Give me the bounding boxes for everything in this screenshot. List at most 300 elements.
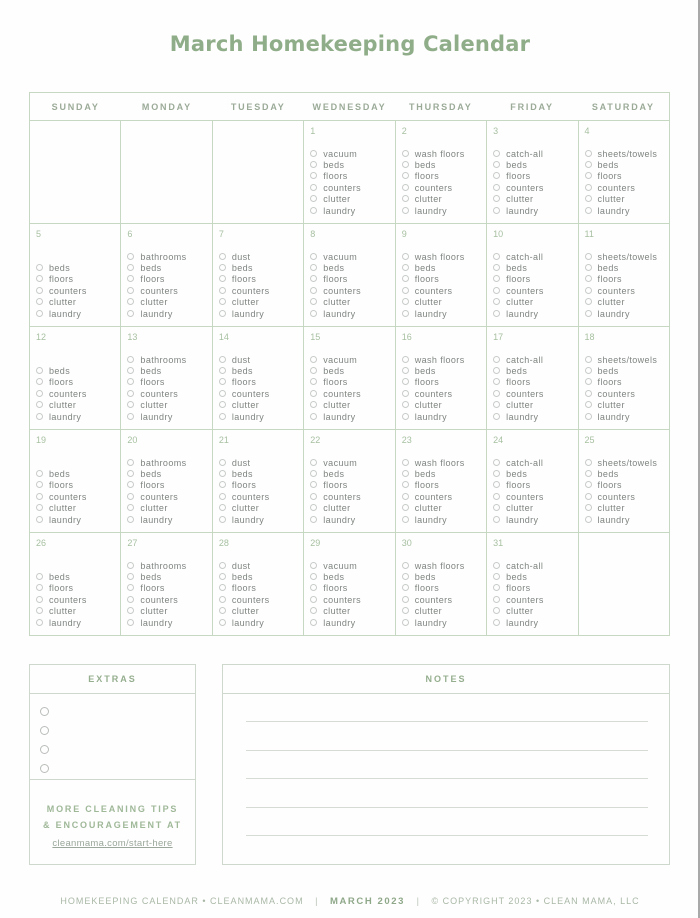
- checkbox-circle-icon[interactable]: [493, 493, 500, 500]
- task-item[interactable]: [493, 274, 544, 285]
- checkbox-circle-icon[interactable]: [219, 504, 226, 511]
- task-item[interactable]: [402, 583, 465, 594]
- checkbox-circle-icon[interactable]: [402, 516, 409, 523]
- task-item[interactable]: [36, 618, 87, 629]
- task-item[interactable]: [310, 606, 361, 617]
- checkbox-circle-icon[interactable]: [310, 481, 317, 488]
- task-item[interactable]: [127, 389, 186, 400]
- checkbox-circle-icon[interactable]: [585, 413, 592, 420]
- task-item[interactable]: [493, 160, 544, 171]
- checkbox-circle-icon[interactable]: [493, 607, 500, 614]
- task-item[interactable]: [36, 400, 87, 411]
- checkbox-circle-icon[interactable]: [127, 584, 134, 591]
- task-item[interactable]: [585, 400, 658, 411]
- task-item[interactable]: [36, 515, 87, 526]
- task-item[interactable]: [36, 469, 87, 480]
- task-item[interactable]: [219, 309, 270, 320]
- checkbox-circle-icon[interactable]: [219, 470, 226, 477]
- task-item[interactable]: [36, 503, 87, 514]
- checkbox-circle-icon[interactable]: [493, 195, 500, 202]
- checkbox-circle-icon[interactable]: [40, 764, 49, 773]
- checkbox-circle-icon[interactable]: [310, 573, 317, 580]
- task-item[interactable]: [585, 160, 658, 171]
- notes-line[interactable]: [246, 721, 648, 722]
- task-item[interactable]: [585, 515, 658, 526]
- task-item[interactable]: [127, 377, 186, 388]
- checkbox-circle-icon[interactable]: [585, 253, 592, 260]
- checkbox-circle-icon[interactable]: [585, 287, 592, 294]
- task-item[interactable]: [493, 366, 544, 377]
- checkbox-circle-icon[interactable]: [402, 310, 409, 317]
- task-item[interactable]: [36, 263, 87, 274]
- task-item[interactable]: [127, 309, 186, 320]
- task-item[interactable]: [127, 366, 186, 377]
- checkbox-circle-icon[interactable]: [36, 504, 43, 511]
- task-item[interactable]: [310, 149, 361, 160]
- task-item[interactable]: [402, 469, 465, 480]
- task-item[interactable]: [310, 274, 361, 285]
- task-item[interactable]: [310, 309, 361, 320]
- task-item[interactable]: [310, 377, 361, 388]
- task-item[interactable]: [493, 183, 544, 194]
- task-item[interactable]: [219, 286, 270, 297]
- checkbox-circle-icon[interactable]: [493, 504, 500, 511]
- checkbox-circle-icon[interactable]: [219, 481, 226, 488]
- checkbox-circle-icon[interactable]: [310, 413, 317, 420]
- task-item[interactable]: [310, 480, 361, 491]
- task-item[interactable]: [585, 252, 658, 263]
- checkbox-circle-icon[interactable]: [219, 493, 226, 500]
- checkbox-circle-icon[interactable]: [585, 356, 592, 363]
- task-item[interactable]: [402, 309, 465, 320]
- task-item[interactable]: [127, 274, 186, 285]
- task-item[interactable]: [402, 366, 465, 377]
- task-item[interactable]: [402, 194, 465, 205]
- checkbox-circle-icon[interactable]: [310, 275, 317, 282]
- checkbox-circle-icon[interactable]: [493, 470, 500, 477]
- task-item[interactable]: [310, 389, 361, 400]
- task-item[interactable]: [310, 458, 361, 469]
- task-item[interactable]: [310, 286, 361, 297]
- task-item[interactable]: [127, 480, 186, 491]
- task-item[interactable]: [127, 400, 186, 411]
- checkbox-circle-icon[interactable]: [310, 195, 317, 202]
- checkbox-circle-icon[interactable]: [310, 253, 317, 260]
- task-item[interactable]: [310, 366, 361, 377]
- checkbox-circle-icon[interactable]: [493, 207, 500, 214]
- task-item[interactable]: [493, 583, 544, 594]
- checkbox-circle-icon[interactable]: [36, 275, 43, 282]
- checkbox-circle-icon[interactable]: [493, 367, 500, 374]
- checkbox-circle-icon[interactable]: [127, 390, 134, 397]
- task-item[interactable]: [585, 274, 658, 285]
- task-item[interactable]: [127, 252, 186, 263]
- task-item[interactable]: [493, 389, 544, 400]
- checkbox-circle-icon[interactable]: [40, 726, 49, 735]
- task-item[interactable]: [493, 515, 544, 526]
- task-item[interactable]: [402, 400, 465, 411]
- checkbox-circle-icon[interactable]: [585, 150, 592, 157]
- task-item[interactable]: [219, 263, 270, 274]
- checkbox-circle-icon[interactable]: [402, 459, 409, 466]
- checkbox-circle-icon[interactable]: [219, 367, 226, 374]
- task-item[interactable]: [310, 595, 361, 606]
- checkbox-circle-icon[interactable]: [310, 607, 317, 614]
- task-item[interactable]: [310, 618, 361, 629]
- task-item[interactable]: [127, 572, 186, 583]
- task-item[interactable]: [36, 583, 87, 594]
- task-item[interactable]: [402, 377, 465, 388]
- checkbox-circle-icon[interactable]: [402, 607, 409, 614]
- checkbox-circle-icon[interactable]: [493, 390, 500, 397]
- checkbox-circle-icon[interactable]: [127, 573, 134, 580]
- task-item[interactable]: [402, 206, 465, 217]
- checkbox-circle-icon[interactable]: [36, 310, 43, 317]
- task-item[interactable]: [310, 561, 361, 572]
- task-item[interactable]: [493, 206, 544, 217]
- checkbox-circle-icon[interactable]: [40, 745, 49, 754]
- checkbox-circle-icon[interactable]: [36, 287, 43, 294]
- checkbox-circle-icon[interactable]: [493, 401, 500, 408]
- checkbox-circle-icon[interactable]: [310, 264, 317, 271]
- checkbox-circle-icon[interactable]: [402, 172, 409, 179]
- task-item[interactable]: [219, 480, 270, 491]
- checkbox-circle-icon[interactable]: [36, 367, 43, 374]
- checkbox-circle-icon[interactable]: [310, 401, 317, 408]
- task-item[interactable]: [585, 194, 658, 205]
- task-item[interactable]: [219, 458, 270, 469]
- checkbox-circle-icon[interactable]: [127, 459, 134, 466]
- extras-item[interactable]: [40, 760, 195, 779]
- task-item[interactable]: [402, 606, 465, 617]
- task-item[interactable]: [402, 492, 465, 503]
- checkbox-circle-icon[interactable]: [585, 172, 592, 179]
- checkbox-circle-icon[interactable]: [127, 310, 134, 317]
- task-item[interactable]: [310, 355, 361, 366]
- task-item[interactable]: [310, 469, 361, 480]
- task-item[interactable]: [402, 286, 465, 297]
- checkbox-circle-icon[interactable]: [310, 150, 317, 157]
- checkbox-circle-icon[interactable]: [402, 562, 409, 569]
- task-item[interactable]: [493, 503, 544, 514]
- task-item[interactable]: [219, 561, 270, 572]
- checkbox-circle-icon[interactable]: [127, 516, 134, 523]
- checkbox-circle-icon[interactable]: [585, 298, 592, 305]
- checkbox-circle-icon[interactable]: [219, 413, 226, 420]
- checkbox-circle-icon[interactable]: [585, 401, 592, 408]
- task-item[interactable]: [219, 606, 270, 617]
- task-item[interactable]: [310, 400, 361, 411]
- checkbox-circle-icon[interactable]: [127, 470, 134, 477]
- task-item[interactable]: [585, 377, 658, 388]
- task-item[interactable]: [310, 194, 361, 205]
- checkbox-circle-icon[interactable]: [402, 493, 409, 500]
- task-item[interactable]: [310, 206, 361, 217]
- task-item[interactable]: [310, 572, 361, 583]
- checkbox-circle-icon[interactable]: [493, 413, 500, 420]
- checkbox-circle-icon[interactable]: [127, 607, 134, 614]
- checkbox-circle-icon[interactable]: [127, 253, 134, 260]
- task-item[interactable]: [585, 183, 658, 194]
- task-item[interactable]: [219, 252, 270, 263]
- checkbox-circle-icon[interactable]: [310, 493, 317, 500]
- task-item[interactable]: [36, 389, 87, 400]
- checkbox-circle-icon[interactable]: [127, 481, 134, 488]
- task-item[interactable]: [585, 286, 658, 297]
- checkbox-circle-icon[interactable]: [36, 264, 43, 271]
- task-item[interactable]: [127, 583, 186, 594]
- checkbox-circle-icon[interactable]: [402, 195, 409, 202]
- task-item[interactable]: [493, 297, 544, 308]
- task-item[interactable]: [402, 263, 465, 274]
- task-item[interactable]: [310, 252, 361, 263]
- task-item[interactable]: [402, 160, 465, 171]
- checkbox-circle-icon[interactable]: [493, 184, 500, 191]
- task-item[interactable]: [36, 297, 87, 308]
- task-item[interactable]: [127, 618, 186, 629]
- checkbox-circle-icon[interactable]: [310, 356, 317, 363]
- task-item[interactable]: [585, 492, 658, 503]
- checkbox-circle-icon[interactable]: [493, 481, 500, 488]
- task-item[interactable]: [493, 480, 544, 491]
- task-item[interactable]: [585, 503, 658, 514]
- task-item[interactable]: [219, 515, 270, 526]
- task-item[interactable]: [493, 561, 544, 572]
- task-item[interactable]: [402, 572, 465, 583]
- task-item[interactable]: [127, 503, 186, 514]
- task-item[interactable]: [310, 297, 361, 308]
- task-item[interactable]: [219, 469, 270, 480]
- checkbox-circle-icon[interactable]: [219, 516, 226, 523]
- checkbox-circle-icon[interactable]: [40, 707, 49, 716]
- checkbox-circle-icon[interactable]: [127, 264, 134, 271]
- checkbox-circle-icon[interactable]: [493, 161, 500, 168]
- task-item[interactable]: [127, 606, 186, 617]
- checkbox-circle-icon[interactable]: [127, 401, 134, 408]
- task-item[interactable]: [36, 606, 87, 617]
- task-item[interactable]: [493, 469, 544, 480]
- checkbox-circle-icon[interactable]: [585, 390, 592, 397]
- task-item[interactable]: [36, 377, 87, 388]
- notes-line[interactable]: [246, 750, 648, 751]
- checkbox-circle-icon[interactable]: [402, 287, 409, 294]
- checkbox-circle-icon[interactable]: [585, 378, 592, 385]
- task-item[interactable]: [493, 286, 544, 297]
- checkbox-circle-icon[interactable]: [493, 287, 500, 294]
- checkbox-circle-icon[interactable]: [36, 298, 43, 305]
- checkbox-circle-icon[interactable]: [493, 356, 500, 363]
- task-item[interactable]: [219, 366, 270, 377]
- checkbox-circle-icon[interactable]: [493, 275, 500, 282]
- checkbox-circle-icon[interactable]: [310, 298, 317, 305]
- checkbox-circle-icon[interactable]: [402, 275, 409, 282]
- checkbox-circle-icon[interactable]: [127, 619, 134, 626]
- checkbox-circle-icon[interactable]: [402, 390, 409, 397]
- task-item[interactable]: [585, 297, 658, 308]
- checkbox-circle-icon[interactable]: [402, 619, 409, 626]
- checkbox-circle-icon[interactable]: [493, 253, 500, 260]
- task-item[interactable]: [493, 194, 544, 205]
- checkbox-circle-icon[interactable]: [310, 378, 317, 385]
- task-item[interactable]: [310, 583, 361, 594]
- task-item[interactable]: [127, 412, 186, 423]
- task-item[interactable]: [127, 286, 186, 297]
- task-item[interactable]: [36, 595, 87, 606]
- checkbox-circle-icon[interactable]: [127, 504, 134, 511]
- checkbox-circle-icon[interactable]: [402, 161, 409, 168]
- checkbox-circle-icon[interactable]: [219, 253, 226, 260]
- task-item[interactable]: [127, 561, 186, 572]
- checkbox-circle-icon[interactable]: [493, 459, 500, 466]
- checkbox-circle-icon[interactable]: [310, 390, 317, 397]
- task-item[interactable]: [36, 309, 87, 320]
- checkbox-circle-icon[interactable]: [219, 310, 226, 317]
- task-item[interactable]: [585, 263, 658, 274]
- task-item[interactable]: [402, 297, 465, 308]
- checkbox-circle-icon[interactable]: [219, 298, 226, 305]
- checkbox-circle-icon[interactable]: [127, 356, 134, 363]
- task-item[interactable]: [310, 412, 361, 423]
- notes-line[interactable]: [246, 835, 648, 836]
- task-item[interactable]: [127, 595, 186, 606]
- checkbox-circle-icon[interactable]: [585, 184, 592, 191]
- task-item[interactable]: [219, 377, 270, 388]
- extras-item[interactable]: [40, 722, 195, 741]
- checkbox-circle-icon[interactable]: [310, 504, 317, 511]
- task-item[interactable]: [585, 149, 658, 160]
- checkbox-circle-icon[interactable]: [127, 275, 134, 282]
- task-item[interactable]: [493, 412, 544, 423]
- checkbox-circle-icon[interactable]: [402, 367, 409, 374]
- checkbox-circle-icon[interactable]: [219, 459, 226, 466]
- checkbox-circle-icon[interactable]: [310, 562, 317, 569]
- task-item[interactable]: [127, 458, 186, 469]
- task-item[interactable]: [585, 389, 658, 400]
- task-item[interactable]: [493, 400, 544, 411]
- task-item[interactable]: [585, 412, 658, 423]
- task-item[interactable]: [127, 515, 186, 526]
- checkbox-circle-icon[interactable]: [310, 161, 317, 168]
- task-item[interactable]: [219, 583, 270, 594]
- checkbox-circle-icon[interactable]: [402, 504, 409, 511]
- task-item[interactable]: [219, 355, 270, 366]
- checkbox-circle-icon[interactable]: [402, 413, 409, 420]
- task-item[interactable]: [402, 595, 465, 606]
- task-item[interactable]: [493, 606, 544, 617]
- task-item[interactable]: [127, 263, 186, 274]
- task-item[interactable]: [585, 206, 658, 217]
- checkbox-circle-icon[interactable]: [493, 310, 500, 317]
- task-item[interactable]: [310, 171, 361, 182]
- task-item[interactable]: [493, 171, 544, 182]
- checkbox-circle-icon[interactable]: [219, 275, 226, 282]
- extras-item[interactable]: [40, 741, 195, 760]
- checkbox-circle-icon[interactable]: [310, 184, 317, 191]
- checkbox-circle-icon[interactable]: [402, 298, 409, 305]
- checkbox-circle-icon[interactable]: [310, 596, 317, 603]
- checkbox-circle-icon[interactable]: [402, 401, 409, 408]
- promo-link[interactable]: cleanmama.com/start-here: [52, 838, 173, 849]
- task-item[interactable]: [127, 355, 186, 366]
- checkbox-circle-icon[interactable]: [310, 470, 317, 477]
- checkbox-circle-icon[interactable]: [493, 298, 500, 305]
- task-item[interactable]: [402, 171, 465, 182]
- checkbox-circle-icon[interactable]: [36, 378, 43, 385]
- checkbox-circle-icon[interactable]: [127, 562, 134, 569]
- checkbox-circle-icon[interactable]: [127, 298, 134, 305]
- task-item[interactable]: [219, 412, 270, 423]
- task-item[interactable]: [402, 252, 465, 263]
- task-item[interactable]: [493, 458, 544, 469]
- task-item[interactable]: [493, 572, 544, 583]
- checkbox-circle-icon[interactable]: [585, 161, 592, 168]
- task-item[interactable]: [585, 366, 658, 377]
- checkbox-circle-icon[interactable]: [219, 401, 226, 408]
- checkbox-circle-icon[interactable]: [585, 470, 592, 477]
- task-item[interactable]: [585, 469, 658, 480]
- checkbox-circle-icon[interactable]: [36, 596, 43, 603]
- task-item[interactable]: [127, 297, 186, 308]
- task-item[interactable]: [585, 458, 658, 469]
- checkbox-circle-icon[interactable]: [310, 207, 317, 214]
- checkbox-circle-icon[interactable]: [585, 195, 592, 202]
- checkbox-circle-icon[interactable]: [127, 367, 134, 374]
- checkbox-circle-icon[interactable]: [493, 619, 500, 626]
- task-item[interactable]: [402, 458, 465, 469]
- task-item[interactable]: [310, 503, 361, 514]
- checkbox-circle-icon[interactable]: [36, 470, 43, 477]
- checkbox-circle-icon[interactable]: [36, 516, 43, 523]
- task-item[interactable]: [219, 572, 270, 583]
- task-item[interactable]: [402, 618, 465, 629]
- checkbox-circle-icon[interactable]: [402, 150, 409, 157]
- task-item[interactable]: [219, 618, 270, 629]
- checkbox-circle-icon[interactable]: [493, 150, 500, 157]
- checkbox-circle-icon[interactable]: [493, 516, 500, 523]
- task-item[interactable]: [493, 595, 544, 606]
- checkbox-circle-icon[interactable]: [493, 264, 500, 271]
- checkbox-circle-icon[interactable]: [585, 481, 592, 488]
- task-item[interactable]: [402, 149, 465, 160]
- checkbox-circle-icon[interactable]: [219, 264, 226, 271]
- checkbox-circle-icon[interactable]: [219, 562, 226, 569]
- task-item[interactable]: [585, 171, 658, 182]
- task-item[interactable]: [36, 274, 87, 285]
- task-item[interactable]: [127, 469, 186, 480]
- checkbox-circle-icon[interactable]: [402, 207, 409, 214]
- task-item[interactable]: [219, 400, 270, 411]
- task-item[interactable]: [493, 355, 544, 366]
- checkbox-circle-icon[interactable]: [36, 390, 43, 397]
- task-item[interactable]: [127, 492, 186, 503]
- task-item[interactable]: [402, 480, 465, 491]
- task-item[interactable]: [219, 492, 270, 503]
- checkbox-circle-icon[interactable]: [402, 378, 409, 385]
- checkbox-circle-icon[interactable]: [585, 275, 592, 282]
- checkbox-circle-icon[interactable]: [402, 264, 409, 271]
- task-item[interactable]: [585, 309, 658, 320]
- task-item[interactable]: [493, 492, 544, 503]
- checkbox-circle-icon[interactable]: [310, 584, 317, 591]
- task-item[interactable]: [36, 366, 87, 377]
- checkbox-circle-icon[interactable]: [36, 619, 43, 626]
- task-item[interactable]: [402, 412, 465, 423]
- checkbox-circle-icon[interactable]: [402, 253, 409, 260]
- checkbox-circle-icon[interactable]: [310, 367, 317, 374]
- checkbox-circle-icon[interactable]: [127, 378, 134, 385]
- task-item[interactable]: [402, 389, 465, 400]
- task-item[interactable]: [310, 515, 361, 526]
